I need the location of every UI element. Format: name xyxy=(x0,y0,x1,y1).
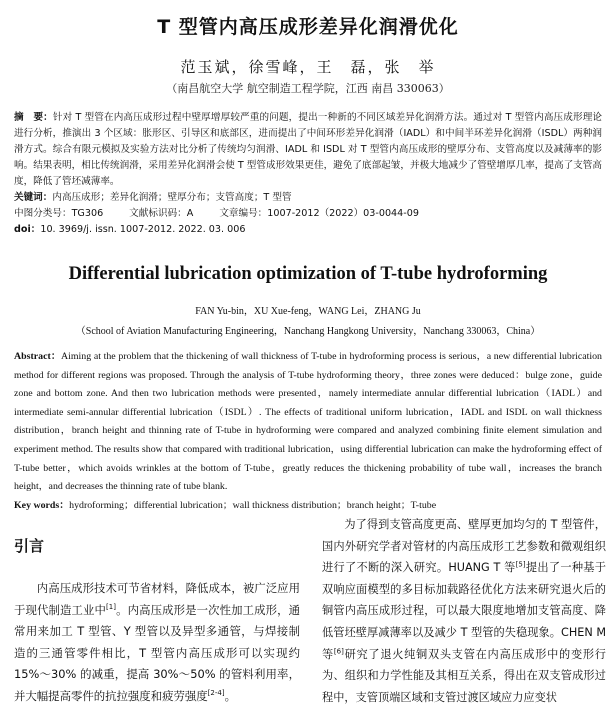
intro-paragraph-left xyxy=(14,578,300,708)
chinese-keywords-text: 内高压成形；差异化润滑；壁厚分布；支管高度；T 型管 xyxy=(52,192,292,203)
doi-line xyxy=(14,222,602,238)
english-keywords xyxy=(14,497,602,516)
right-column xyxy=(322,514,606,708)
article-no-label: 文章编号： xyxy=(219,208,268,219)
right-para-text-a: 为了得到支管高度更高、壁厚更加均匀的 T 型管件，国内外研究学者对管材的内高压成形工艺参数和微观组织进行了不断的深入研究。HUANG T 等 xyxy=(322,518,606,575)
left-para-text-c: 。 xyxy=(224,688,236,703)
english-keywords-label: Key words： xyxy=(14,499,70,511)
english-authors: FAN Yu-bin，XU Xue-feng，WANG Lei，ZHANG Ju xyxy=(195,306,421,317)
english-keywords-text: hydroforming；differential lubrication；wall thickness distribution；branch height；T-tube xyxy=(69,499,437,511)
left-column xyxy=(14,535,300,708)
doi-value: 10. 3969/j. issn. 1007-2012. 2022. 03. 006 xyxy=(40,224,246,235)
doc-code-label: 文献标识码： xyxy=(129,208,187,219)
chinese-keywords-label: 关键词： xyxy=(14,192,53,203)
chinese-affiliation: （南昌航空大学 航空制造工程学院，江西 南昌 330063） xyxy=(166,82,450,95)
chinese-title: T 型管内高压成形差异化润滑优化 xyxy=(157,16,459,38)
chinese-abstract-label: 摘 要： xyxy=(14,112,53,123)
article-no-value: 1007-2012（2022）03-0044-09 xyxy=(267,208,419,219)
left-para-text-b: 。内高压成形是一次性加工成形，通常用来加工 T 型管、Y 型管以及异型多通管，与焊接制造的三通管零件相比，T 型管内高压成形可以实现约 15%～30% 的减重，提高 30%～50% 的管料利用率，并大幅提高零件的抗拉强度和疲劳强度 xyxy=(14,602,300,703)
english-abstract-text: Aiming at the problem that the thickening of wall thickness of T-tube in hydroforming process is serious，a new differential lubrication method for different regions was proposed. Through the analysis of T-tube hydroforming theory，three zones were deduced：bulge zone，guide zone and bottom zone. And then two lubrication methods were presented，namely intermediate annular differential lubrication（IADL）and intermediate semi-annular differential lubrication（ISDL）. The effects of traditional uniform lubrication，IADL and ISDL on wall thickness distribution，branch height and thinning rate of T-tube in hydroforming were compared and analyzed combining finite element simulation and experiment method. The results show that compared with traditional lubrication，using differential lubrication can make the hydroforming effect of T-tube better，which avoids wrinkles at the bottom of T-tube，greatly reduces the thickening probability of tube wall，increases the branch height，and decreases the thinning rate of tube blank. xyxy=(14,351,602,493)
clc-label: 中图分类号： xyxy=(14,208,72,219)
right-para-text-c: 研究了退火纯铜双头支管在内高压成形中的变形行为、组织和力学性能及其相互关系，得出在双支管成形过程中，支管顶端区域和支管过渡区域应力应变状 xyxy=(322,647,606,704)
english-abstract-label: Abstract： xyxy=(14,351,61,362)
citation-ref: [5] xyxy=(515,560,526,569)
chinese-abstract-block xyxy=(14,110,602,238)
chinese-authors: 范玉斌，徐雪峰，王 磊，张 举 xyxy=(180,58,436,76)
clc-value: TG306 xyxy=(71,208,104,219)
citation-ref: [2-4] xyxy=(207,689,225,698)
classification-line xyxy=(14,206,602,222)
chinese-keywords xyxy=(14,190,602,206)
citation-ref: [6] xyxy=(333,646,344,655)
doi-label: doi： xyxy=(14,224,41,235)
left-para-text-a: 内高压成形技术可节省材料，降低成本，被广泛应用于现代制造工业中 xyxy=(14,581,300,617)
section-heading-introduction: 引言 xyxy=(14,537,45,555)
chinese-abstract-text: 针对 T 型管在内高压成形过程中壁厚增厚较严重的问题，提出一种新的不同区域差异化润滑方法。通过对 T 型管内高压成形理论进行分析，推演出 3 个区域：胀形区、引导区和底部区，进而提出了中间环形差异化润滑（IADL）和中间半环差异化润滑（ISDL）两种润滑方式。综合有限元模拟及实验方法对比分析了传统均匀润滑、IADL 和 ISDL 对 T 型管内高压成形的壁厚分布、支管高度以及减薄率的影响。结果表明，相比传统润滑，采用差异化润滑会使 T 型管成形效果更佳，避免了底部起皱，并极大地减少了管壁增厚几率，提高了支管高度，降低了管坯减薄率。 xyxy=(14,112,603,187)
english-abstract-block xyxy=(14,348,602,515)
right-para-text-b: 提出了一种基于双响应面模型的多目标加载路径优化方法来研究退火后的铜管内高压成形过程，可以最大限度地增加支管高度、降低管坯壁厚减薄率以及减少 T 型管的失稳现象。CHEN M 等 xyxy=(322,561,606,661)
chinese-abstract xyxy=(14,110,602,190)
english-affiliation: （School of Aviation Manufacturing Engineering，Nanchang Hangkong University，Nanchang 330063，China） xyxy=(75,326,541,337)
doc-code-value: A xyxy=(186,208,194,219)
intro-paragraph-right xyxy=(322,514,606,708)
citation-ref: [1] xyxy=(106,602,116,611)
english-abstract xyxy=(14,348,602,497)
english-title: Differential lubrication optimization of T-tube hydroforming xyxy=(68,264,548,284)
